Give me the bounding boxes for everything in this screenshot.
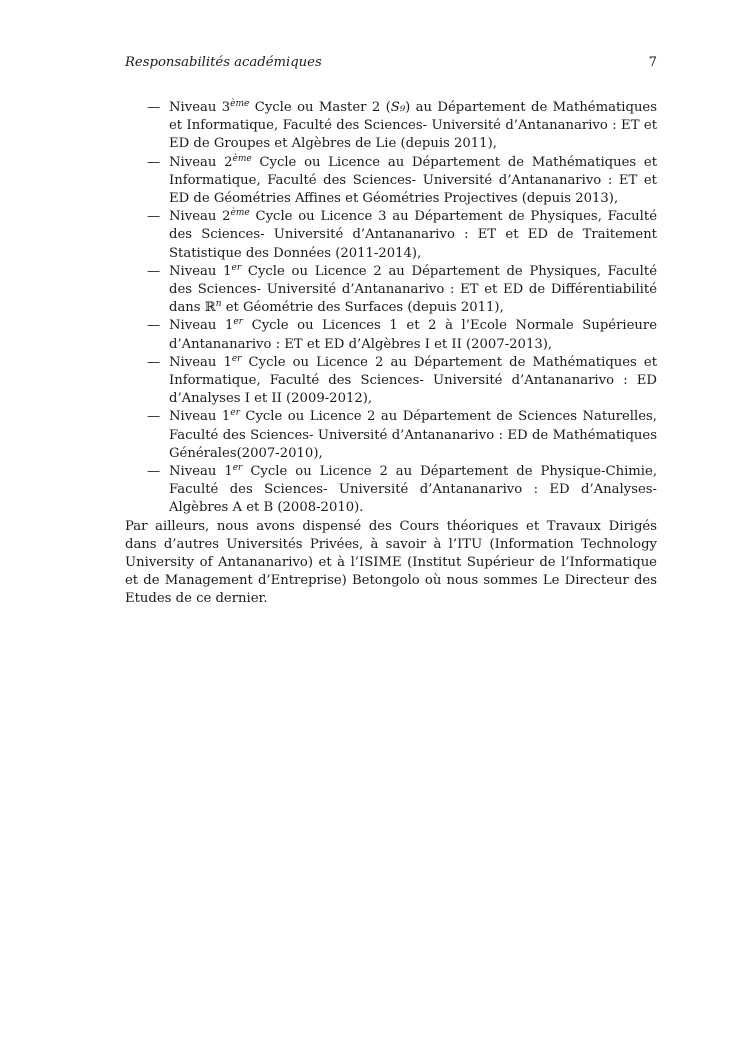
list-dash: — bbox=[147, 154, 161, 170]
page-number: 7 bbox=[648, 55, 657, 70]
document-page bbox=[125, 54, 657, 609]
list-dash: — bbox=[147, 100, 161, 115]
list-item: — Niveau 1er Cycle ou Licence 2 au Département de Physiques, Faculté des Sciences- Université d’Antananarivo : ET et ED de Différentiabilité dans ℝ$^n$ et Géométrie des Surfaces (depuis 2011), bbox=[147, 262, 657, 316]
math-s9: S₉ bbox=[390, 100, 406, 115]
list-item: — Niveau 2ème Cycle ou Licence au Département de Mathématiques et Informatique, Faculté des Sciences- Université d’Antananarivo : ET et ED de Géométries Affines et Géométries Projectives (depuis 2013), bbox=[147, 153, 657, 207]
list-item: — Niveau 1er Cycle ou Licence 2 au Département de Physique-Chimie, Faculté des Sciences- Université d’Antananarivo : ED d’Analyses-Algèbres A et B (2008-2010). bbox=[147, 463, 658, 516]
list-dash: — bbox=[147, 209, 161, 225]
closing-paragraph: Par ailleurs, nous avons dispensé des Cours théoriques et Travaux Dirigés dans d’autres Universités Privées, à savoir à l’ITU (Information Technology University of Antananarivo) et à l’ISIME (Institut Supérieur de l’Informatique et de Management d’Entreprise) Betongolo où nous sommes Le Directeur des Etudes de ce dernier. bbox=[125, 518, 657, 607]
list-dash: — bbox=[147, 409, 161, 425]
list-item: — Niveau 3ème Cycle ou Master 2 (S₉) au Département de Mathématiques et Informatique, Faculté des Sciences- Université d’Antananarivo : ET et ED de Groupes et Algèbres de Lie (depuis 2011), bbox=[147, 99, 658, 152]
page-header bbox=[125, 54, 657, 72]
list-item: — Niveau 1er Cycle ou Licence 2 au Département de Sciences Naturelles, Faculté des Sciences- Université d’Antananarivo : ED de Mathématiques Générales(2007-2010), bbox=[147, 408, 657, 461]
list-item: — Niveau 1er Cycle ou Licence 2 au Département de Mathématiques et Informatique, Faculté des Sciences- Université d’Antananarivo : ED d’Analyses I et II (2009-2012), bbox=[147, 353, 657, 407]
list-item: — Niveau 1er Cycle ou Licences 1 et 2 à l’Ecole Normale Supérieure d’Antananarivo : ET et ED d’Algèbres I et II (2007-2013), bbox=[147, 317, 657, 352]
list-item: — Niveau 2ème Cycle ou Licence 3 au Département de Physiques, Faculté des Sciences- Université d’Antananarivo : ET et ED de Traitement Statistique des Données (2011-2014), bbox=[147, 208, 657, 261]
list-dash: — bbox=[147, 354, 161, 370]
list-dash: — bbox=[147, 263, 161, 279]
running-title: Responsabilités académiques bbox=[125, 55, 322, 70]
list-dash: — bbox=[147, 318, 161, 334]
math-rn: ℝ$^n$ bbox=[204, 299, 222, 316]
list-dash: — bbox=[147, 464, 161, 480]
responsibilities-list bbox=[125, 99, 657, 518]
